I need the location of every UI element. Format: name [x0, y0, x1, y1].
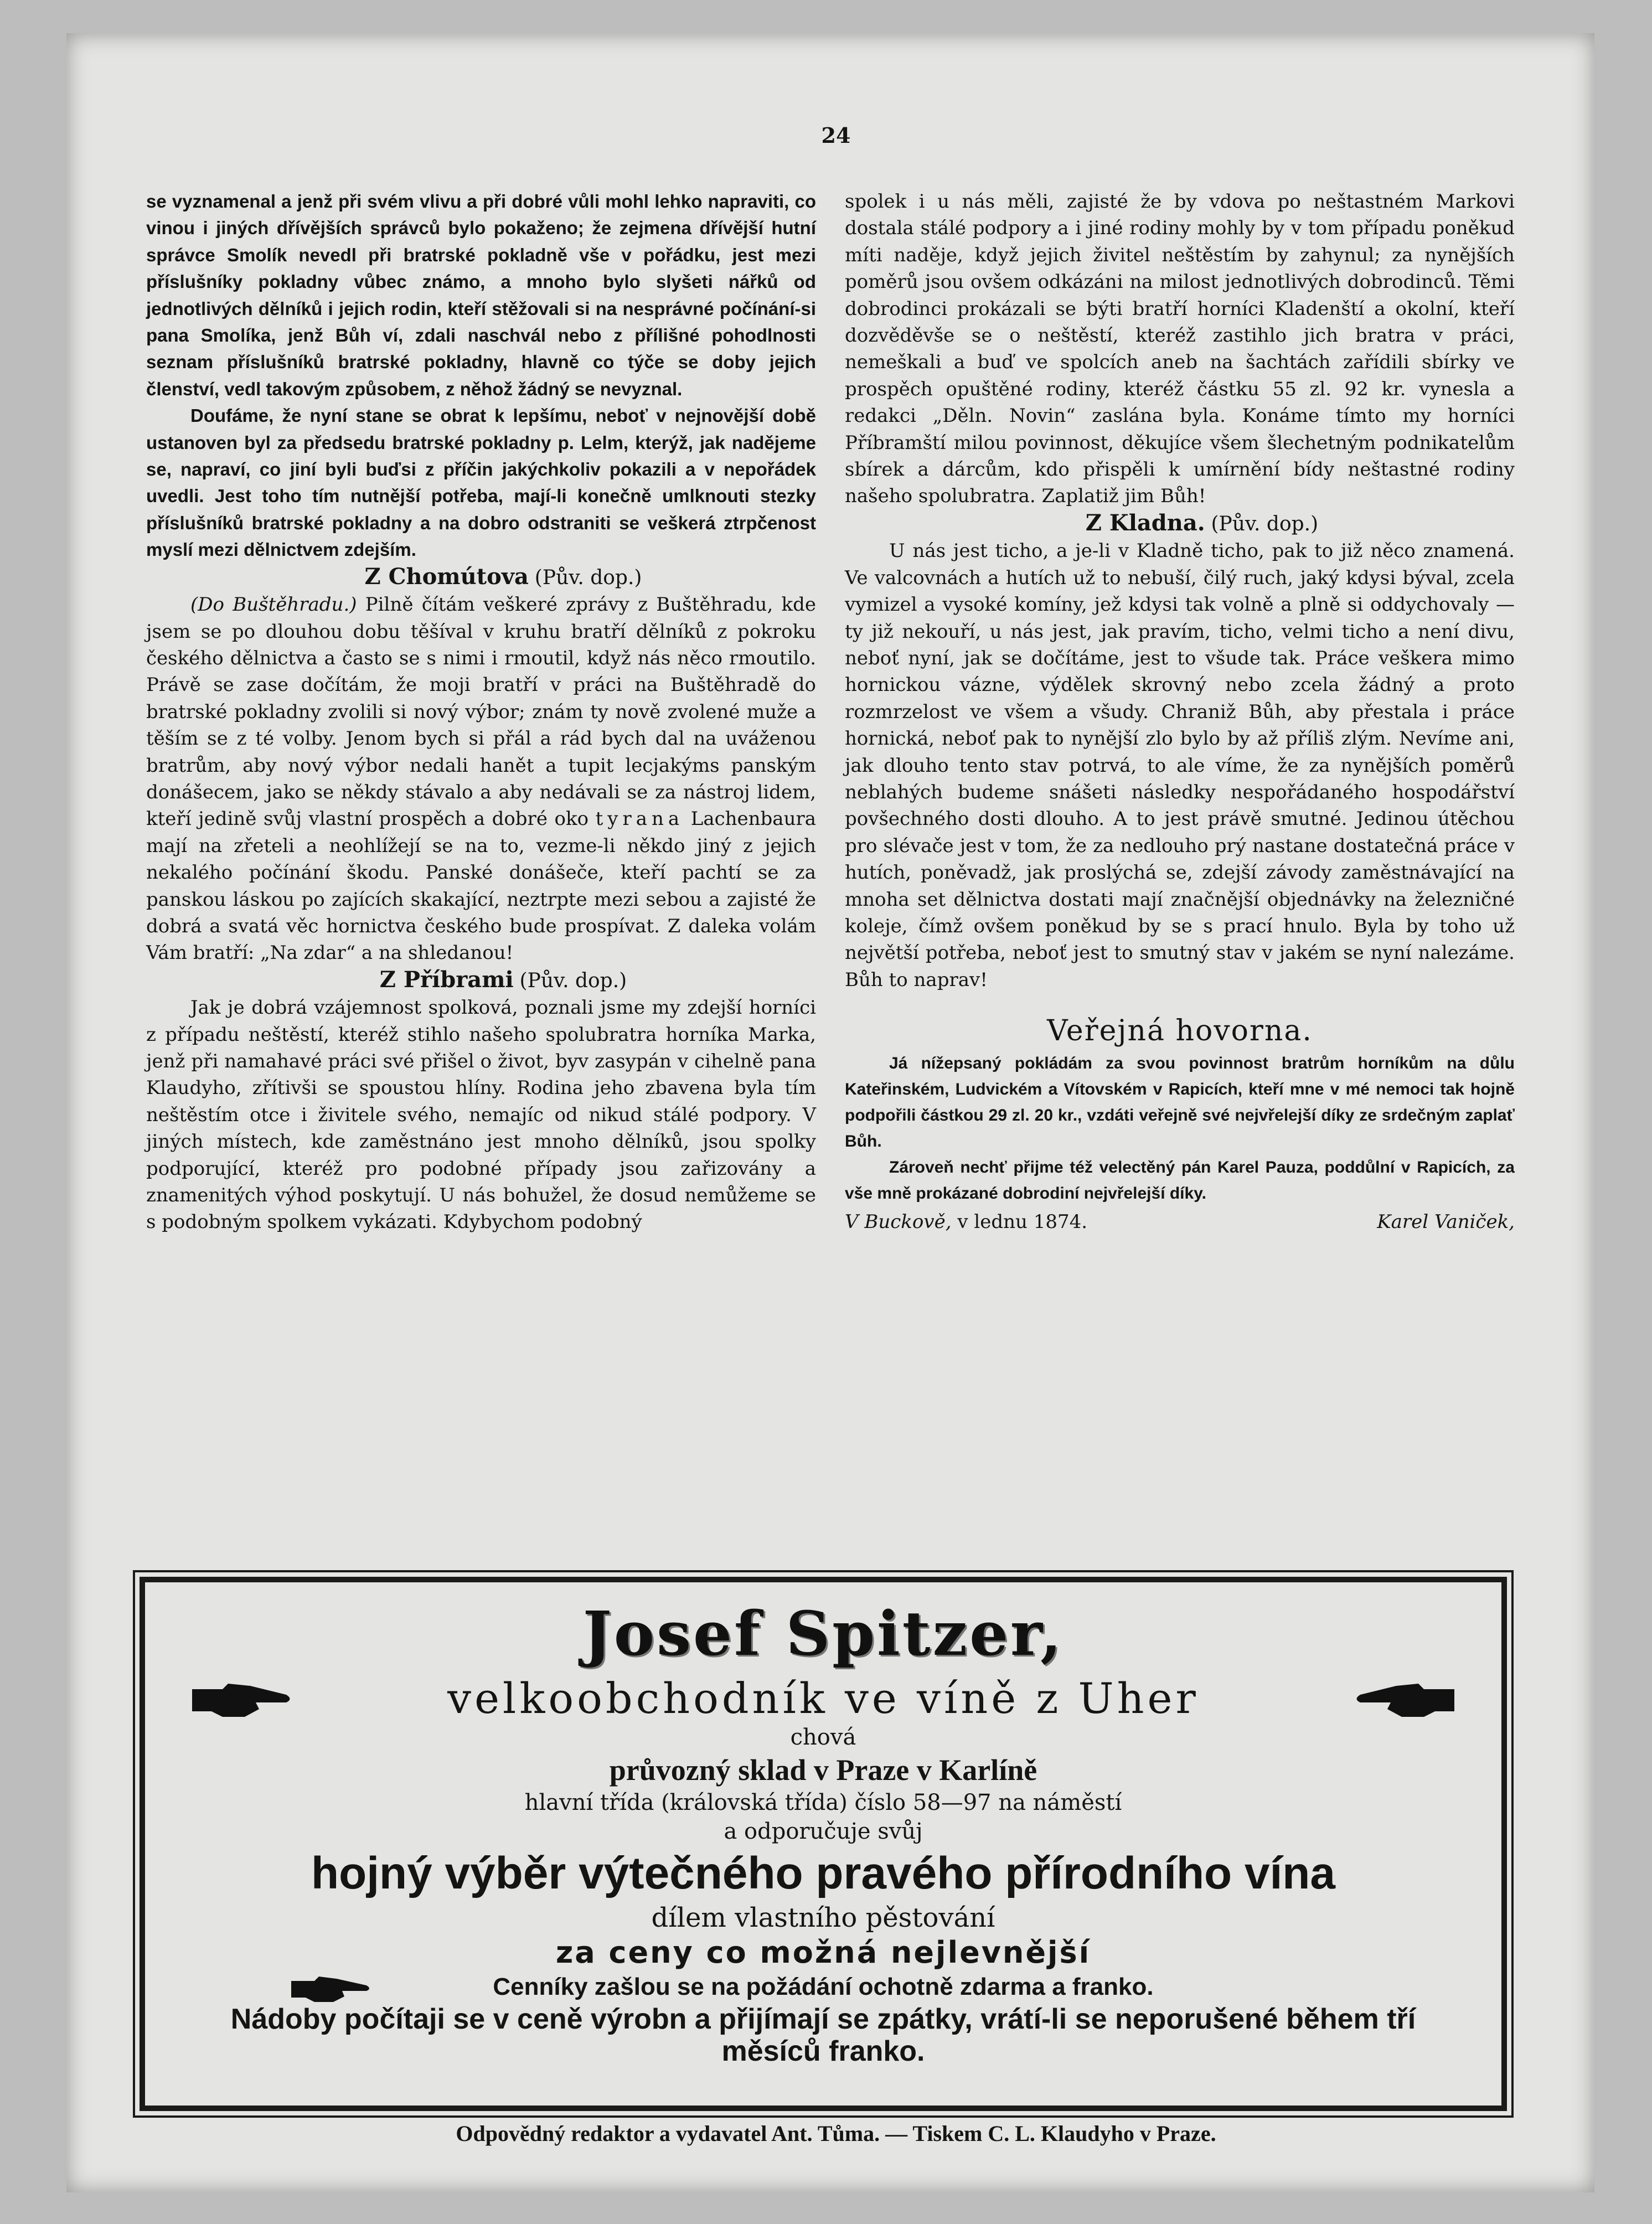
left-column	[146, 188, 816, 1236]
section-note: (Pův. dop.)	[1211, 512, 1319, 535]
notice-title: Veřejná hovorna.	[1047, 1014, 1313, 1048]
spaced-word: tyrana	[595, 808, 684, 830]
ad-line: dílem vlastního pěstování	[651, 1902, 995, 1933]
section-heading-pribram	[146, 967, 816, 994]
notice-signature	[845, 1209, 1515, 1235]
article-text: Pilně čítám veškeré zprávy z Buštěhradu, kde jsem se po dlouhou dobu těšíval v kruhu bratří dělníků z pokroku českého dělnictva a často se s nimi i rmoutil, když nás něco rmoutilo. Právě se zase dočítám, že moji bratří v práci na Buštěhradě do bratrské pokladny zvolili si nový výbor; znám ty nově zvolené muže a těším se z té volby. Jenom bych si přál a rád bych dal na uváženou bratrům, aby nový výbor nedali hanět a tupit lecjakýms panským donášecem, jako se někdy stávalo a aby nedávali se za nástroj lidem, kteří jedině svůj vlastní prospěch a dobré oko	[146, 594, 816, 830]
article-paragraph-pribram: Jak je dobrá vzájemnost spolková, poznali jsme my zdejší horníci z případu neštěstí, kteréž stihlo našeho spolubratra horníka Marka, jenž při namahavé práci své přišel o život, byv zasypán v cihelně pana Klaudyho, zřítivši se spoustou hlíny. Rodina jeho zbavena byla tím neštěstím otce i živitele svého, nemajíc od nikud stálé podpory. V jiných místech, kde zaměstnáno jest mnoho dělníků, jsou spolky podporující, kteréž pro podobné případy jsou zařizovány a znamenitých výhod poskytují. U nás bohužel, že dosud nemůžeme se s podobným spolkem vykázati. Kdybychom podobný	[146, 997, 816, 1234]
section-place: Z Chomútova	[364, 563, 529, 590]
advertisement-box	[140, 1577, 1507, 2111]
article-paragraph-kladno: U nás jest ticho, a je-li v Kladně ticho, pak to již něco znamená. Ve valcovnách a hutích už to nebuší, čilý ruch, jaký kdysi býval, zcela vymizel a vysoké komíny, jež kdysi tak volně a plně si oddychovaly — ty již nekouří, u nás jest, jak pravím, ticho, velmi ticho a není divu, neboť nyní, jak se dočítáme, jest to všude tak. Práce veškera mimo hornickou vázne, výdělek skrovný nebo zcela žádný a proto rozmrzelost ve všem a všudy. Chraniž Bůh, aby přestala i práce hornická, neboť pak to nynější zlo bylo by až příliš zlým. Nevíme ani, jak dlouho tento stav potrvá, to ale víme, že za nynějších poměrů neblahých budeme snášeti následky nespořádaného hospodářství povšechného dosti dlouho. A to jest právě smutné. Jedinou útěchou pro slévače jest v tom, že za nedlouho prý nastane dostatečná práce v hutích, poněvadž, jak proslýchá se, zdejší závody zaměstnávající na mnoha set dělnictva dostati mají značnější objednávky na železničné koleje, čímž ovšem poněkud by se s prací hnulo. Byla by toho už největší potřeba, neboť jest to smutný stav v jakém se nyní nalezáme. Bůh to naprav!	[845, 540, 1515, 991]
signature-date: v lednu 1874.	[957, 1210, 1088, 1233]
article-paragraph-chomutov	[146, 591, 816, 967]
ad-address: hlavní třída (královská třída) číslo 58—97 na náměstí	[524, 1790, 1122, 1815]
pointing-hand-right-icon	[189, 1678, 295, 1722]
ad-line: a odporučuje svůj	[724, 1819, 923, 1844]
page-number: 24	[821, 123, 851, 148]
article-paragraph: se vyznamenal a jenž při svém vlivu a při dobré vůli mohl lehko napraviti, co vinou i jiných dřívějších správců bylo pokaženo; že zejmena dřívější hutní správce Smolík nevedl při bratrské pokladně vše v pořádku, jest mezi příslušníky pokladny vůbec známo, a mnoho bylo slyšeti nářků od jednotlivých dělníků i jejich rodin, kteří stěžovali si na nesprávné počínání-si pana Smolíka, jenž Bůh ví, zdali naschvál nebo z přílišné pohodlnosti seznam příslušníků bratrské pokladny, hlavně co týče se doby jejich členství, vedl takovým způsobem, z něhož žádný se nevyznal.	[146, 191, 816, 399]
section-subplace: (Do Buštěhradu.)	[190, 594, 357, 616]
article-paragraph-pribram-cont: spolek i u nás měli, zajisté že by vdova po neštastném Markovi dostala stálé podpory a i jiné rodiny mohly by v tom případu poněkud míti naděje, když jejich živitel neštěstím by zahynul; za nynějších poměrů jsou ovšem odkázáni na milost jednotlivých dobrodinců. Těmi dobrodinci prokázali se býti bratří horníci Kladenští a okolní, kteří dozvěděvše se o neštěstí, kteréž zastihlo jich bratra v práci, nemeškali a buď ve spolcích aneb na šachtách zařídili sbírky ve prospěch opuštěné rodiny, kteréž částku 55 zl. 92 kr. vynesla a redakci „Děln. Novin“ zaslána byla. Konáme tímto my horníci Příbramští milou povinnost, děkujíce všem šlechetným podnikatelům sbírek a dárcům, kdo přispěli k umírnění bídy neštastné rodiny našeho spolubratra. Zaplatiž jim Bůh!	[845, 190, 1515, 508]
section-heading-chomutov	[146, 564, 816, 591]
section-place: Z Příbrami	[379, 966, 514, 993]
notice-paragraph: Já nížepsaný pokládám za svou povinnost bratrům horníkům na důlu Kateřinském, Ludvickém a Vítovském v Rapicích, kteří mne v mé nemoci tak hojně podpořili částkou 29 zl. 20 kr., vzdáti veřejně své nejvřelejší díky ze srdečným zaplať Bůh.	[845, 1054, 1515, 1150]
signature-place: V Buckově,	[845, 1210, 952, 1233]
right-column	[845, 188, 1515, 1235]
article-paragraph: Doufáme, že nyní stane se obrat k lepšímu, neboť v nejnovější době ustanoven byl za předsedu bratrské pokladny p. Lelm, kterýž, jak nadějeme se, napraví, co jiní byli buďsi z příčin jakýchkoliv pokazili a v nepořádek uvedli. Jest toho tím nutnější potřeba, mají-li konečně umlknouti stezky příslušníků bratrské pokladny a na dobro odstraniti se veškerá ztrpčenost myslí mezi dělnictvem zdejším.	[146, 405, 816, 560]
ad-merchant-name: Josef Spitzer,	[582, 1598, 1064, 1669]
article-text: Lachenbaura mají na zřeteli a neohlížejí se na to, vezme-li někdo jiný z jejich nekalého počínání škodu. Panské donášeče, kteří pachtí se za panskou láskou po zajících skakající, neztrpte mezi sebou a zajisté že dobrá a svatá věc hornictva českého bude prospívat. Z daleka volám Vám bratří: „Na zdar“ a na shledanou!	[146, 808, 816, 964]
section-note: (Pův. dop.)	[534, 566, 642, 589]
ad-merchant-title: velkoobchodník ve víně z Uher	[447, 1674, 1199, 1723]
pointing-hand-right-icon	[289, 1973, 372, 2004]
ad-merchant-title-row	[145, 1674, 1501, 1723]
ad-headline: hojný výběr výtečného pravého přírodního vína	[311, 1848, 1335, 1898]
pointing-hand-left-icon	[1352, 1678, 1457, 1722]
public-notice	[845, 1050, 1515, 1206]
ad-pricelist-row	[145, 1971, 1501, 2003]
page-footer-imprint: Odpovědný redaktor a vydavatel Ant. Tůma. — Tiskem C. L. Klaudyho v Praze.	[456, 2121, 1216, 2146]
ad-line: průvozný sklad v Praze v Karlíně	[609, 1753, 1037, 1787]
ad-line: Nádoby počítaji se v ceně výrobn a přijímají se zpátky, vrátí-li se neporušené během tří	[230, 2003, 1416, 2035]
signature-place-date	[845, 1209, 1087, 1235]
section-place: Z Kladna.	[1085, 509, 1205, 536]
ad-line: Cenníky zašlou se na požádání ochotně zdarma a franko.	[493, 1973, 1154, 2000]
notice-paragraph: Zároveň nechť přijme též velectěný pán Karel Pauza, poddůlní v Rapicích, za vše mně prokázané dobrodiní nejvřelejší díky.	[845, 1158, 1515, 1203]
ad-line: měsíců franko.	[721, 2035, 925, 2067]
section-heading-kladno	[845, 510, 1515, 538]
ad-line: za ceny co možná nejlevnější	[555, 1935, 1091, 1970]
ad-line: chová	[790, 1725, 856, 1750]
signature-name: Karel Vaniček,	[1377, 1210, 1515, 1233]
section-note: (Pův. dop.)	[519, 969, 627, 992]
